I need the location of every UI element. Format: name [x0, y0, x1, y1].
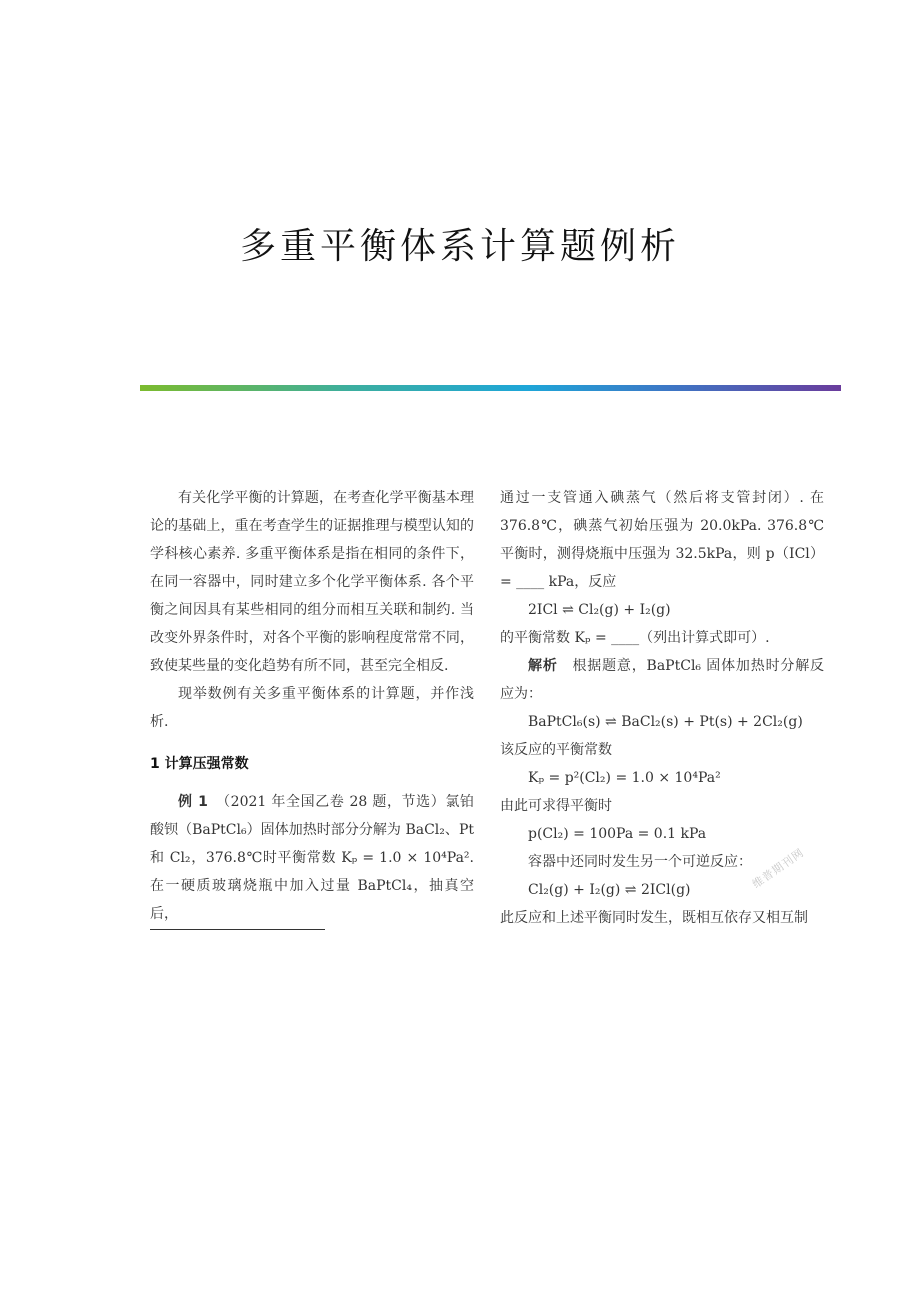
last-line: 此反应和上述平衡同时发生，既相互依存又相互制 — [500, 910, 808, 926]
analysis-paragraph — [500, 652, 824, 708]
equation-2: BaPtCl₆(s) ⇌ BaCl₂(s) + Pt(s) + 2Cl₂(g) — [528, 714, 803, 730]
analysis-label: 解析 — [528, 658, 558, 674]
continued-paragraph: 通过一支管通入碘蒸气（然后将支管封闭）. 在 376.8℃，碘蒸气初始压强为 20.0kPa. 376.8℃ 平衡时，测得烧瓶中压强为 32.5kPa，则 p（ICl）= ____ kPa，反应 — [500, 490, 824, 590]
equation-1: 2ICl ⇌ Cl₂(g) + I₂(g) — [528, 602, 671, 618]
equation-3: Kₚ = p²(Cl₂) = 1.0 × 10⁴Pa² — [528, 770, 721, 786]
derive-line: 由此可求得平衡时 — [500, 798, 612, 814]
equation-5: Cl₂(g) + I₂(g) ⇌ 2ICl(g) — [528, 882, 691, 898]
intro-paragraph: 有关化学平衡的计算题，在考查化学平衡基本理论的基础上，重在考查学生的证据推理与模型认知的学科核心素养. 多重平衡体系是指在相同的条件下，在同一容器中，同时建立多个化学平衡体系. 各个平衡之间因具有某些相同的组分而相互关联和制约. 当改变外界条件时，对各个平衡的影响程度常常不同，致使某些量的变化趋势有所不同，甚至完全相反. — [150, 490, 474, 674]
analysis-text: 根据题意，BaPtCl₆ 固体加热时分解反应为： — [500, 658, 825, 702]
section-heading: 1 计算压强常数 — [150, 756, 249, 772]
example-label: 例 1 — [178, 794, 208, 810]
intro-paragraph-2: 现举数例有关多重平衡体系的计算题，并作浅析. — [150, 686, 474, 730]
example-paragraph — [150, 788, 474, 928]
gradient-divider — [140, 385, 841, 391]
kp-question-line: 的平衡常数 Kₚ = ____（列出计算式即可）. — [500, 630, 770, 646]
equation-4: p(Cl₂) = 100Pa = 0.1 kPa — [528, 826, 707, 842]
left-column — [150, 484, 474, 928]
page-title: 多重平衡体系计算题例析 — [239, 226, 680, 267]
constant-line: 该反应的平衡常数 — [500, 742, 612, 758]
watermark: 维普期刊网 — [749, 845, 807, 891]
example-text: （2021 年全国乙卷 28 题，节选）氯铂酸钡（BaPtCl₆）固体加热时部分分解为 BaCl₂、Pt 和 Cl₂，376.8℃时平衡常数 Kₚ = 1.0 × 10⁴Pa². 在一硬质玻璃烧瓶中加入过量 BaPtCl₄，抽真空后， — [150, 794, 474, 922]
footnote-rule — [150, 929, 325, 930]
other-reaction-line: 容器中还同时发生另一个可逆反应： — [528, 854, 752, 870]
